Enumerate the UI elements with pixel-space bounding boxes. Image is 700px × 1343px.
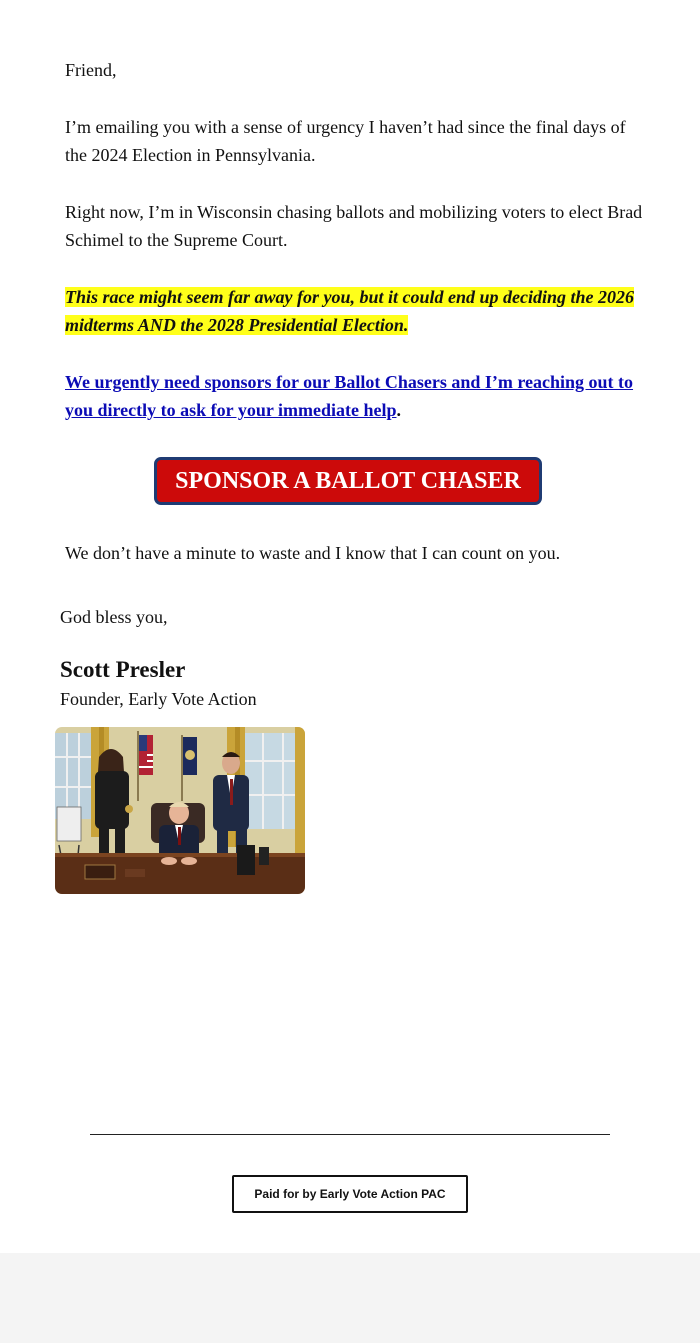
highlighted-text: This race might seem far away for you, but it could end up deciding the 2026 midterms AND the 2028 Presidential Election. (65, 286, 635, 335)
sponsor-ballot-chaser-button[interactable]: SPONSOR A BALLOT CHASER (154, 457, 542, 505)
sponsor-request-link[interactable]: We urgently need sponsors for our Ballot Chasers and I’m reaching out to you directly to ask for your immediate help (65, 371, 634, 420)
footer-divider (90, 1134, 610, 1135)
paid-for-disclaimer: Paid for by Early Vote Action PAC (232, 1175, 468, 1213)
signoff: God bless you, (60, 607, 168, 627)
highlight-paragraph (65, 283, 645, 340)
email-body (65, 56, 645, 453)
photo-illustration (55, 727, 305, 894)
paragraph-wisconsin: Right now, I’m in Wisconsin chasing ballots and mobilizing voters to elect Brad Schimel to the Supreme Court. (65, 201, 643, 250)
sponsor-request-period: . (396, 400, 401, 420)
paragraph-urgency: I’m emailing you with a sense of urgency I haven’t had since the final days of the 2024 Election in Pennsylvania. (65, 116, 626, 165)
greeting: Friend, (65, 60, 117, 80)
oval-office-photo (55, 727, 305, 894)
cta-container (154, 457, 542, 505)
sponsor-request-paragraph (65, 368, 645, 425)
footer-background (0, 1253, 700, 1343)
closing-paragraph: We don’t have a minute to waste and I know that I can count on you. (65, 543, 561, 563)
signer-title: Founder, Early Vote Action (60, 689, 257, 709)
signer-name: Scott Presler (60, 657, 186, 682)
